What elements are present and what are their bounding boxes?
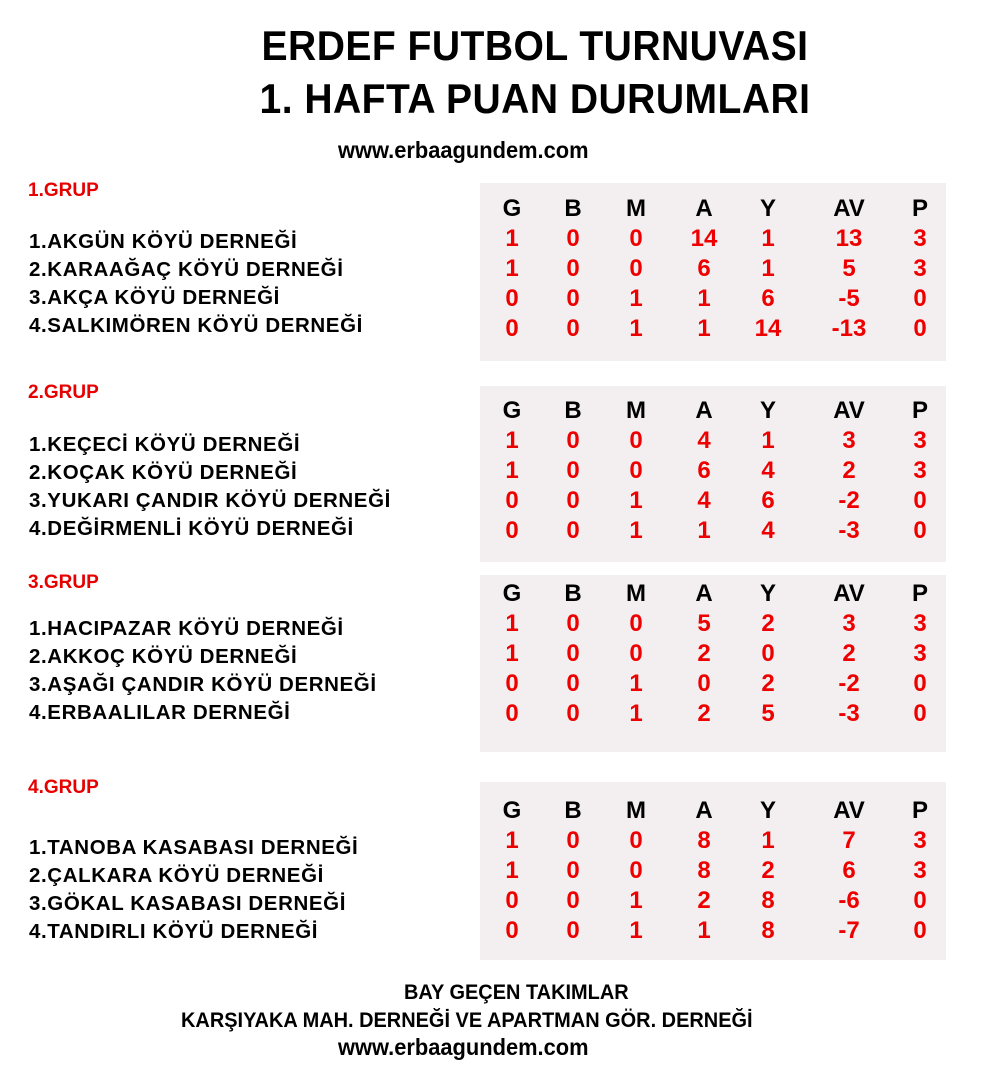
column-header-p: P xyxy=(911,580,928,607)
table-row xyxy=(480,640,946,668)
team-name: 2.ÇALKARA KÖYÜ DERNEĞİ xyxy=(29,864,324,887)
group-label: 3.GRUP xyxy=(28,572,99,593)
table-header xyxy=(480,580,946,608)
stat-cell: 0 xyxy=(505,517,519,544)
stat-cell: 6 xyxy=(842,857,856,884)
column-header-g: G xyxy=(502,195,522,222)
team-name: 4.SALKIMÖREN KÖYÜ DERNEĞİ xyxy=(29,314,363,337)
stat-cell: 0 xyxy=(566,427,580,454)
stat-cell: 0 xyxy=(566,857,580,884)
stat-cell: 2 xyxy=(842,640,856,667)
stat-cell: 0 xyxy=(566,887,580,914)
team-name: 4.TANDIRLI KÖYÜ DERNEĞİ xyxy=(29,920,319,943)
stat-cell: 0 xyxy=(913,517,927,544)
team-name: 1.AKGÜN KÖYÜ DERNEĞİ xyxy=(29,230,298,253)
column-header-p: P xyxy=(911,797,928,824)
table-row xyxy=(480,315,946,343)
column-header-b: B xyxy=(564,195,582,222)
stat-cell: 0 xyxy=(566,487,580,514)
stat-cell: 4 xyxy=(697,487,711,514)
website-url-top: www.erbaagundem.com xyxy=(338,137,589,163)
stat-cell: 1 xyxy=(697,517,711,544)
stat-cell: 0 xyxy=(566,255,580,282)
team-list xyxy=(29,431,391,543)
column-header-p: P xyxy=(911,195,928,222)
stat-cell: 1 xyxy=(629,285,643,312)
stat-cell: 8 xyxy=(761,887,775,914)
stat-cell: 0 xyxy=(505,315,519,342)
column-header-a: A xyxy=(695,397,713,424)
column-header-y: Y xyxy=(759,797,776,824)
column-header-m: M xyxy=(626,580,646,607)
stat-cell: 1 xyxy=(697,917,711,944)
stat-cell: 1 xyxy=(629,700,643,727)
standings-table xyxy=(480,575,946,752)
column-header-a: A xyxy=(695,797,713,824)
table-row xyxy=(480,670,946,698)
stat-cell: 0 xyxy=(913,887,927,914)
stat-cell: 14 xyxy=(690,225,718,252)
title-line-1: ERDEF FUTBOL TURNUVASI xyxy=(261,22,809,69)
stat-cell: 1 xyxy=(505,827,519,854)
stat-cell: 1 xyxy=(697,315,711,342)
stat-cell: 0 xyxy=(913,315,927,342)
team-list xyxy=(29,228,363,340)
stat-cell: 0 xyxy=(566,315,580,342)
column-header-y: Y xyxy=(759,195,776,222)
column-header-g: G xyxy=(502,397,522,424)
stat-cell: 3 xyxy=(913,610,927,637)
stat-cell: 0 xyxy=(505,917,519,944)
table-row xyxy=(480,255,946,283)
column-header-av: AV xyxy=(833,397,865,424)
bye-teams-title: BAY GEÇEN TAKIMLAR xyxy=(404,981,629,1004)
stat-cell: -3 xyxy=(838,700,860,727)
team-list xyxy=(29,615,377,727)
group-label: 1.GRUP xyxy=(28,180,99,201)
column-header-av: AV xyxy=(833,195,865,222)
stat-cell: 8 xyxy=(761,917,775,944)
stat-cell: 0 xyxy=(566,917,580,944)
stat-cell: 5 xyxy=(761,700,775,727)
stat-cell: 0 xyxy=(629,640,643,667)
team-name: 3.GÖKAL KASABASI DERNEĞİ xyxy=(29,892,347,915)
stat-cell: 0 xyxy=(566,610,580,637)
stat-cell: 0 xyxy=(505,700,519,727)
group-label: 4.GRUP xyxy=(28,777,99,798)
team-name: 4.ERBAALILAR DERNEĞİ xyxy=(29,701,291,724)
stat-cell: 13 xyxy=(835,225,863,252)
title-line-2: 1. HAFTA PUAN DURUMLARI xyxy=(259,75,811,122)
stat-cell: 1 xyxy=(761,225,775,252)
stat-cell: 0 xyxy=(913,285,927,312)
column-header-b: B xyxy=(564,797,582,824)
table-row xyxy=(480,225,946,253)
stat-cell: 0 xyxy=(505,887,519,914)
stat-cell: 3 xyxy=(913,827,927,854)
table-row xyxy=(480,457,946,485)
stat-cell: 2 xyxy=(697,640,711,667)
column-header-b: B xyxy=(564,397,582,424)
stat-cell: 3 xyxy=(913,640,927,667)
stat-cell: 6 xyxy=(761,285,775,312)
table-header xyxy=(480,397,946,425)
stat-cell: 0 xyxy=(913,700,927,727)
stat-cell: 0 xyxy=(629,857,643,884)
stat-cell: 5 xyxy=(842,255,856,282)
team-list xyxy=(29,834,358,946)
stat-cell: 0 xyxy=(913,670,927,697)
column-header-y: Y xyxy=(759,580,776,607)
column-header-b: B xyxy=(564,580,582,607)
table-row xyxy=(480,427,946,455)
column-header-p: P xyxy=(911,397,928,424)
stat-cell: 1 xyxy=(761,255,775,282)
table-row xyxy=(480,285,946,313)
stat-cell: 3 xyxy=(913,457,927,484)
stat-cell: 1 xyxy=(629,670,643,697)
stat-cell: 1 xyxy=(629,887,643,914)
stat-cell: 1 xyxy=(505,427,519,454)
stat-cell: 0 xyxy=(697,670,711,697)
stat-cell: 1 xyxy=(505,225,519,252)
stat-cell: 0 xyxy=(505,285,519,312)
team-name: 3.AKÇA KÖYÜ DERNEĞİ xyxy=(29,286,280,309)
stat-cell: -2 xyxy=(838,670,860,697)
stat-cell: 1 xyxy=(629,487,643,514)
table-row xyxy=(480,827,946,855)
stat-cell: 1 xyxy=(505,255,519,282)
stat-cell: 2 xyxy=(697,700,711,727)
team-name: 3.AŞAĞI ÇANDIR KÖYÜ DERNEĞİ xyxy=(29,673,377,696)
team-name: 2.KOÇAK KÖYÜ DERNEĞİ xyxy=(29,461,298,484)
column-header-a: A xyxy=(695,195,713,222)
stat-cell: 3 xyxy=(842,610,856,637)
stat-cell: 0 xyxy=(566,285,580,312)
table-row xyxy=(480,917,946,945)
standings-table xyxy=(480,386,946,562)
table-row xyxy=(480,857,946,885)
stat-cell: 0 xyxy=(629,255,643,282)
stat-cell: 3 xyxy=(913,857,927,884)
stat-cell: 3 xyxy=(913,427,927,454)
stat-cell: 0 xyxy=(629,427,643,454)
stat-cell: 2 xyxy=(697,887,711,914)
stat-cell: 0 xyxy=(629,827,643,854)
column-header-m: M xyxy=(626,397,646,424)
stat-cell: 8 xyxy=(697,857,711,884)
stat-cell: -7 xyxy=(838,917,860,944)
stat-cell: -2 xyxy=(838,487,860,514)
stat-cell: 0 xyxy=(913,487,927,514)
stat-cell: -6 xyxy=(838,887,860,914)
stat-cell: 0 xyxy=(629,610,643,637)
table-row xyxy=(480,700,946,728)
stat-cell: 3 xyxy=(913,225,927,252)
stat-cell: 0 xyxy=(761,640,775,667)
table-row xyxy=(480,487,946,515)
stat-cell: 6 xyxy=(697,457,711,484)
table-row xyxy=(480,517,946,545)
column-header-m: M xyxy=(626,195,646,222)
group-label: 2.GRUP xyxy=(28,382,99,403)
stat-cell: 6 xyxy=(697,255,711,282)
column-header-y: Y xyxy=(759,397,776,424)
stat-cell: 3 xyxy=(913,255,927,282)
stat-cell: 0 xyxy=(505,670,519,697)
table-header xyxy=(480,195,946,223)
stat-cell: 3 xyxy=(842,427,856,454)
stat-cell: 1 xyxy=(761,827,775,854)
stat-cell: 2 xyxy=(761,610,775,637)
stat-cell: -13 xyxy=(831,315,867,342)
column-header-g: G xyxy=(502,580,522,607)
stat-cell: 0 xyxy=(566,640,580,667)
team-name: 2.KARAAĞAÇ KÖYÜ DERNEĞİ xyxy=(29,258,344,281)
stat-cell: 0 xyxy=(566,517,580,544)
table-row xyxy=(480,887,946,915)
standings-table xyxy=(480,782,946,960)
stat-cell: 14 xyxy=(754,315,782,342)
stat-cell: 0 xyxy=(566,827,580,854)
stat-cell: 1 xyxy=(505,457,519,484)
stat-cell: 2 xyxy=(761,670,775,697)
stat-cell: 4 xyxy=(761,457,775,484)
stat-cell: 1 xyxy=(505,640,519,667)
stat-cell: 4 xyxy=(697,427,711,454)
stat-cell: 0 xyxy=(913,917,927,944)
stat-cell: 0 xyxy=(566,700,580,727)
team-name: 1.KEÇECİ KÖYÜ DERNEĞİ xyxy=(29,433,301,456)
stat-cell: 4 xyxy=(761,517,775,544)
stat-cell: 0 xyxy=(629,225,643,252)
stat-cell: 0 xyxy=(566,225,580,252)
column-header-av: AV xyxy=(833,580,865,607)
stat-cell: 1 xyxy=(505,857,519,884)
stat-cell: -3 xyxy=(838,517,860,544)
website-url-bottom: www.erbaagundem.com xyxy=(338,1034,589,1060)
table-row xyxy=(480,610,946,638)
stat-cell: 2 xyxy=(842,457,856,484)
stat-cell: 0 xyxy=(629,457,643,484)
column-header-m: M xyxy=(626,797,646,824)
stat-cell: 0 xyxy=(505,487,519,514)
column-header-av: AV xyxy=(833,797,865,824)
stat-cell: 1 xyxy=(505,610,519,637)
team-name: 1.TANOBA KASABASI DERNEĞİ xyxy=(29,836,359,859)
stat-cell: 8 xyxy=(697,827,711,854)
stat-cell: 1 xyxy=(629,517,643,544)
team-name: 2.AKKOÇ KÖYÜ DERNEĞİ xyxy=(29,645,298,668)
stat-cell: 0 xyxy=(566,670,580,697)
table-header xyxy=(480,797,946,825)
team-name: 4.DEĞİRMENLİ KÖYÜ DERNEĞİ xyxy=(29,517,354,540)
stat-cell: 7 xyxy=(842,827,856,854)
bye-teams-list: KARŞIYAKA MAH. DERNEĞİ VE APARTMAN GÖR. DERNEĞİ xyxy=(181,1009,753,1032)
stat-cell: 2 xyxy=(761,857,775,884)
standings-table xyxy=(480,183,946,361)
team-name: 1.HACIPAZAR KÖYÜ DERNEĞİ xyxy=(29,617,344,640)
team-name: 3.YUKARI ÇANDIR KÖYÜ DERNEĞİ xyxy=(29,489,391,512)
stat-cell: 1 xyxy=(761,427,775,454)
stat-cell: 0 xyxy=(566,457,580,484)
stat-cell: 6 xyxy=(761,487,775,514)
stat-cell: 1 xyxy=(697,285,711,312)
column-header-a: A xyxy=(695,580,713,607)
stat-cell: 1 xyxy=(629,315,643,342)
column-header-g: G xyxy=(502,797,522,824)
stat-cell: -5 xyxy=(838,285,860,312)
stat-cell: 1 xyxy=(629,917,643,944)
stat-cell: 5 xyxy=(697,610,711,637)
